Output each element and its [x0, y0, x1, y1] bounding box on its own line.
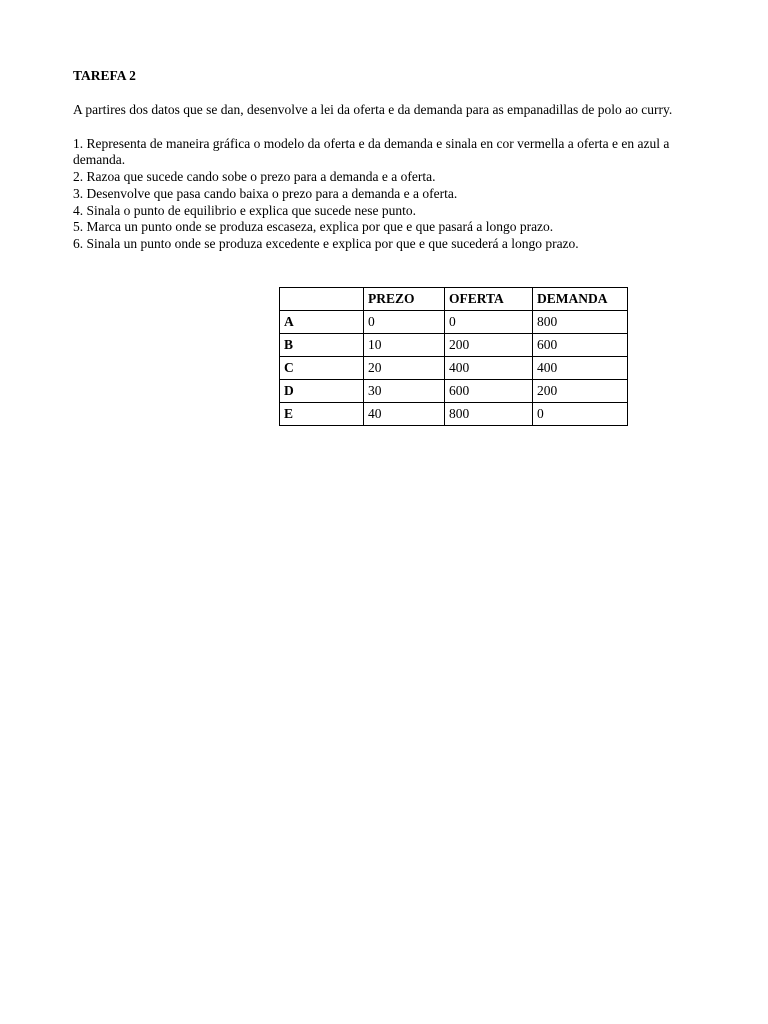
oferta-cell: 600	[445, 380, 533, 403]
task-item: 5. Marca un punto onde se produza escaseza, explica por que e que pasará a longo prazo.	[73, 219, 554, 235]
header-cell-oferta: OFERTA	[445, 288, 533, 311]
table-row	[280, 380, 628, 403]
demanda-cell: 600	[533, 334, 628, 357]
prezo-cell: 20	[364, 357, 445, 380]
demanda-cell: 0	[533, 403, 628, 426]
row-label: A	[280, 311, 364, 334]
table-row	[280, 334, 628, 357]
oferta-cell: 0	[445, 311, 533, 334]
oferta-cell: 800	[445, 403, 533, 426]
document-body	[73, 68, 693, 253]
prezo-cell: 10	[364, 334, 445, 357]
row-label: B	[280, 334, 364, 357]
table-row	[280, 311, 628, 334]
task-item: 2. Razoa que sucede cando sobe o prezo para a demanda e a oferta.	[73, 169, 436, 185]
demanda-cell: 200	[533, 380, 628, 403]
oferta-cell: 400	[445, 357, 533, 380]
table-row	[280, 357, 628, 380]
task-item: 1. Representa de maneira gráfica o modelo da oferta e da demanda e sinala en cor vermella a oferta e en azul a demanda.	[73, 135, 670, 168]
task-item: 3. Desenvolve que pasa cando baixa o prezo para a demanda e a oferta.	[73, 185, 458, 201]
task-item: 6. Sinala un punto onde se produza excedente e explica por que e que sucederá a longo prazo.	[73, 235, 579, 251]
document-title: TAREFA 2	[73, 68, 136, 83]
demanda-cell: 400	[533, 357, 628, 380]
demanda-cell: 800	[533, 311, 628, 334]
header-cell-prezo: PREZO	[364, 288, 445, 311]
header-cell-empty	[280, 288, 364, 311]
supply-demand-table	[279, 287, 628, 426]
task-item: 4. Sinala o punto de equilibrio e explica que sucede nese punto.	[73, 202, 417, 218]
row-label: E	[280, 403, 364, 426]
header-cell-demanda: DEMANDA	[533, 288, 628, 311]
prezo-cell: 40	[364, 403, 445, 426]
table-row	[280, 403, 628, 426]
task-list	[73, 136, 693, 253]
row-label: C	[280, 357, 364, 380]
table-header-row	[280, 288, 628, 311]
prezo-cell: 30	[364, 380, 445, 403]
prezo-cell: 0	[364, 311, 445, 334]
oferta-cell: 200	[445, 334, 533, 357]
row-label: D	[280, 380, 364, 403]
intro-paragraph: A partires dos datos que se dan, desenvolve a lei da oferta e da demanda para as empanadillas de polo ao curry.	[73, 102, 673, 117]
